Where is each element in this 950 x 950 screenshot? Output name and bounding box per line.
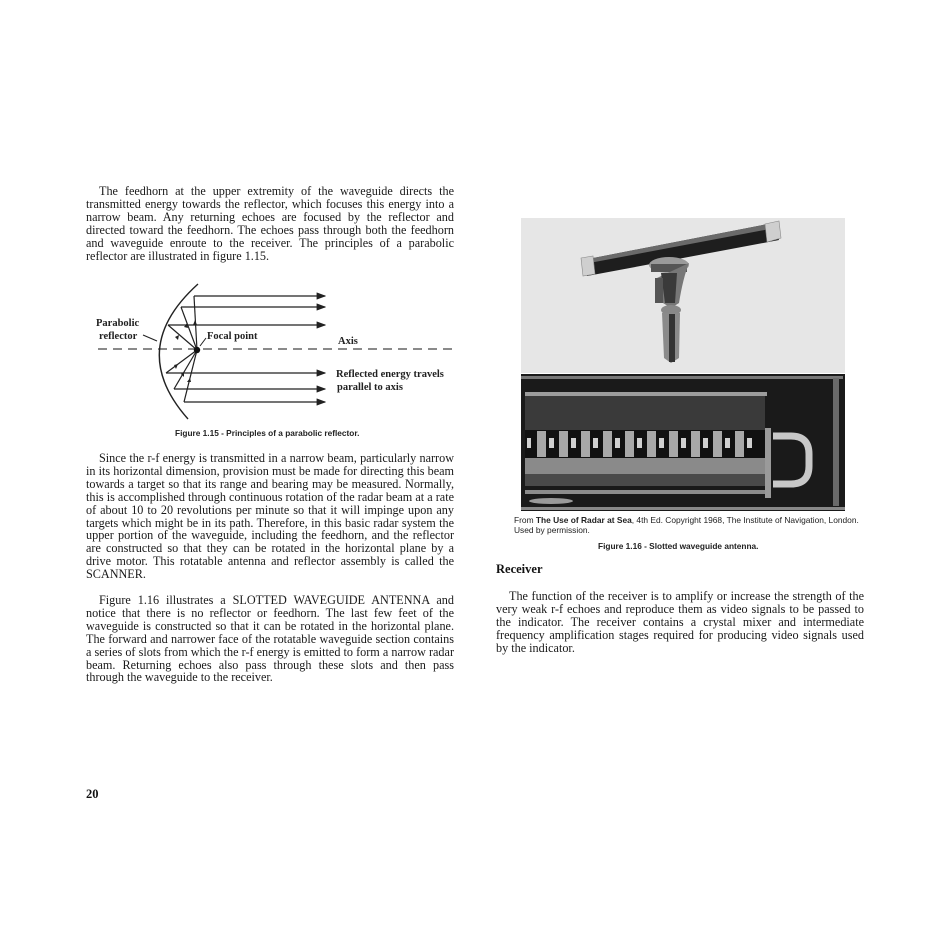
label-parallel-to-axis: parallel to axis (337, 382, 403, 393)
figure-1-15-caption: Figure 1.15 - Principles of a parabolic reflector. (175, 428, 360, 438)
paragraph-slotted-waveguide (86, 594, 454, 684)
paragraph-scanner (86, 452, 454, 581)
figure-parabolic-reflector (86, 278, 466, 423)
page-number: 20 (86, 787, 99, 801)
credit-suffix: , 4th Ed. Copyright 1968, The Institute of Navigation, London. Used by permission. (514, 515, 859, 536)
paragraph-feedhorn (86, 185, 454, 262)
credit-book-title: The Use of Radar at Sea (535, 515, 632, 525)
paragraph-text: Since the r-f energy is transmitted in a narrow beam, particularly narrow in its horizontal dimension, provision must be made for directing this beam towards a target so that its range and bearing may be measured. Normally, this is accomplished through continuous rotation of the radar beam at a rate of about 10 to 20 revolutions per minute so that it will impinge upon any targets which might be in its path. Therefore, in this basic radar system the upper portion of the waveguide, including the feedhorn, and the reflector are constructed so that they can be rotated in the horizontal plane by a drive motor. This rotatable antenna and reflector assembly is called the SCANNER. (86, 451, 454, 582)
label-axis: Axis (338, 336, 358, 347)
figure-1-16-credit (514, 515, 864, 536)
focal-point-dot (194, 347, 200, 353)
paragraph-text: The function of the receiver is to amplify or increase the strength of the very weak r-f echoes and reproduce them as video signals to be passed to the indicator. The receiver contains a crystal mixer and intermediate frequency amplification stages required for producing video signals used by the indicator. (496, 589, 864, 655)
photo-slot-closeup (521, 374, 845, 511)
paragraph-text: Figure 1.16 illustrates a SLOTTED WAVEGUIDE ANTENNA and notice that there is no reflector or feedhorn. The last few feet of the waveguide is constructed so that it can be rotated in the horizontal plane. The forward and narrower face of the rotatable waveguide section contains a series of slots from which the r-f energy is emitted to form a narrow radar beam. Returning echoes also pass through these slots and then pass through the waveguide to the receiver. (86, 593, 454, 685)
credit-prefix: From (514, 515, 536, 525)
photo-antenna-overview (521, 218, 845, 373)
figure-1-16-caption: Figure 1.16 - Slotted waveguide antenna. (598, 541, 759, 551)
label-parabolic: Parabolic (96, 318, 140, 329)
label-reflector: reflector (99, 331, 138, 342)
label-reflected-energy: Reflected energy travels (336, 369, 444, 380)
label-focal-point: Focal point (207, 331, 258, 342)
figure-slotted-waveguide-photo (521, 218, 845, 511)
parabola-curve (159, 284, 198, 419)
parabolic-reflector-diagram (86, 278, 466, 423)
paragraph-text: The feedhorn at the upper extremity of the waveguide directs the transmitted energy towards the reflector, which focuses this energy into a narrow beam. Any returning echoes are focused by the reflector and directed toward the feedhorn. The echoes pass through both the feedhorn and waveguide enroute to the receiver. The principles of a parabolic reflector are illustrated in figure 1.15. (86, 184, 454, 263)
paragraph-receiver (496, 590, 864, 655)
section-heading-receiver: Receiver (496, 562, 543, 576)
